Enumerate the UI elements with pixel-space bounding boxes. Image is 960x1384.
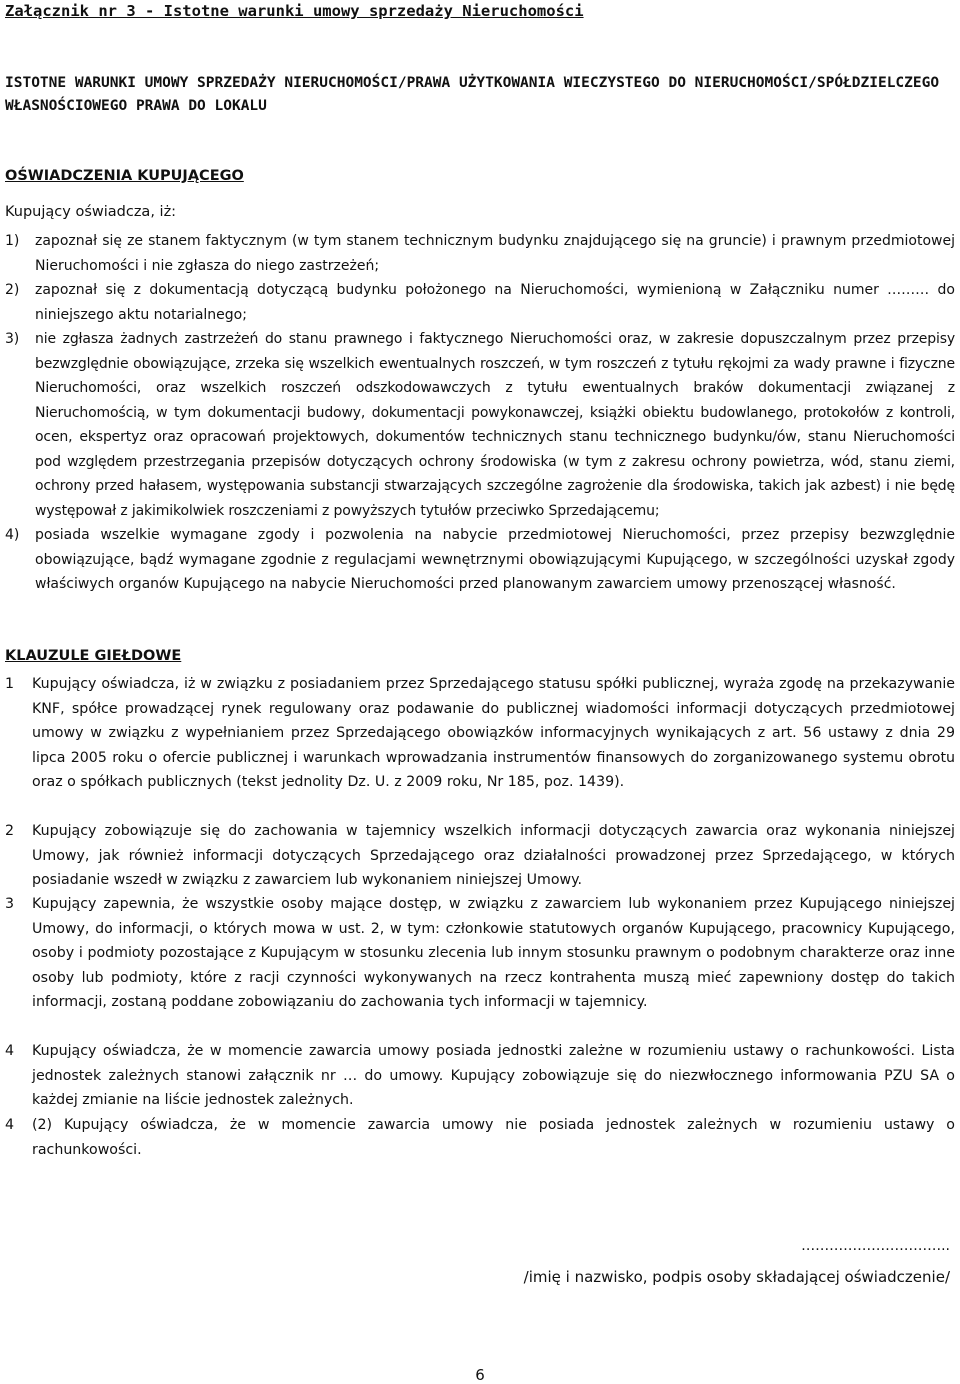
clause-text: Kupujący zapewnia, że wszystkie osoby mające dostęp, w związku z zawarciem lub wykonaniem przez Kupującego niniejszej Umowy, do informacji, o których mowa w ust. 2, w tym: członkowie statutowych organów Kupującego, pracownicy Kupującego, osoby i podmioty pozostające z Kupującym w stosunku zlecenia lub innym stosunku prawnym o podobnym charakterze oraz inne osoby lub podmioty, które z racji czynności wykonywanych na rzecz kontrahenta muszą mieć zapewniony dostęp do takich informacji, zostaną poddane zobowiązaniu do zachowania tych informacji w tajemnicy. bbox=[32, 896, 955, 1010]
intro-text: Kupujący oświadcza, iż: bbox=[5, 204, 177, 220]
declaration-item bbox=[5, 523, 955, 597]
page-number: 6 bbox=[475, 1366, 485, 1384]
declaration-number: 1) bbox=[5, 233, 20, 249]
clause-item bbox=[5, 1113, 955, 1162]
declaration-number: 3) bbox=[5, 331, 20, 347]
clause-item bbox=[5, 1039, 955, 1113]
clause-item bbox=[5, 892, 955, 1015]
main-heading: ISTOTNE WARUNKI UMOWY SPRZEDAŻY NIERUCHOMOŚCI/PRAWA UŻYTKOWANIA WIECZYSTEGO DO NIERUCHOMOŚCI/SPÓŁDZIELCZEGO WŁASNOŚCIOWEGO PRAWA DO LOKALU bbox=[5, 75, 940, 114]
buyer-declarations-heading: OŚWIADCZENIA KUPUJĄCEGO bbox=[5, 168, 244, 184]
declaration-number: 4) bbox=[5, 527, 20, 543]
attachment-title: Załącznik nr 3 - Istotne warunki umowy sprzedaży Nieruchomości bbox=[5, 2, 584, 20]
clause-number: 2 bbox=[5, 823, 15, 839]
declaration-item bbox=[5, 229, 955, 278]
clause-item bbox=[5, 672, 955, 795]
clause-number: 3 bbox=[5, 896, 15, 912]
clause-text: Kupujący oświadcza, iż w związku z posiadaniem przez Sprzedającego statusu spółki publicznej, wyraża zgodę na przekazywanie KNF, spółce prowadzącej rynek regulowany oraz podawanie do publicznej wiadomości informacji dotyczących przedmiotowej umowy w związku z wypełnianiem przez Sprzedającego obowiązków informacyjnych wynikających z art. 56 ustawy z dnia 29 lipca 2005 roku o ofercie publicznej i warunkach wprowadzania instrumentów finansowych do zorganizowanego systemu obrotu oraz o spółkach publicznych (tekst jednolity Dz. U. z 2009 roku, Nr 185, poz. 1439). bbox=[32, 676, 955, 790]
clause-text: (2) Kupujący oświadcza, że w momencie zawarcia umowy nie posiada jednostek zależnych w rozumieniu ustawy o rachunkowości. bbox=[32, 1117, 955, 1158]
declaration-item bbox=[5, 278, 955, 327]
declaration-number: 2) bbox=[5, 282, 20, 298]
clause-text: Kupujący oświadcza, że w momencie zawarcia umowy posiada jednostki zależne w rozumieniu ustawy o rachunkowości. Lista jednostek zależnych stanowi załącznik nr … do umowy. Kupujący zobowiązuje się do niezwłocznego informowania PZU SA o każdej zmianie na liście jednostek zależnych. bbox=[32, 1043, 955, 1108]
clause-text: Kupujący zobowiązuje się do zachowania w tajemnicy wszelkich informacji dotyczących zawarcia oraz wykonania niniejszej Umowy, jak również informacji dotyczących Sprzedającego oraz działalności prowadzonej przez Sprzedającego, w których posiadanie wszedł w związku z zawarciem lub wykonaniem niniejszej Umowy. bbox=[32, 823, 955, 888]
declaration-item bbox=[5, 327, 955, 523]
clause-number: 4 bbox=[5, 1117, 15, 1133]
declaration-text: zapoznał się z dokumentacją dotyczącą budynku położonego na Nieruchomości, wymienioną w Załączniku numer ……… do niniejszego aktu notarialnego; bbox=[35, 282, 955, 323]
signature-line: ………………………….. bbox=[801, 1238, 950, 1254]
clause-number: 4 bbox=[5, 1043, 15, 1059]
declaration-text: nie zgłasza żadnych zastrzeżeń do stanu prawnego i faktycznego Nieruchomości oraz, w zakresie dopuszczalnym przez przepisy bezwzględnie obowiązujące, zrzeka się wszelkich ewentualnych roszczeń, w tym roszczeń z tytułu rękojmi za wady prawne i fizyczne Nieruchomości, oraz wszelkich roszczeń odszkodowawczych z tytułu ewentualnych braków dokumentacji związanej z Nieruchomością, w tym dokumentacji budowy, dokumentacji powykonawczej, książki obiektu budowlanego, protokołów z kontroli, ocen, ekspertyz oraz opracowań projektowych, dokumentów technicznych stanu technicznego budynku/ów, stanu Nieruchomości pod względem przestrzegania przepisów dotyczących ochrony środowiska (w tym z zakresu ochrony powietrza, wód, stanu ziemi, ochrony przed hałasem, występowania substancji stwarzających szczególne zagrożenie dla środowiska, takich jak azbest) i nie będę występował z jakimikolwiek roszczeniami z powyższych tytułów przeciwko Sprzedającemu; bbox=[35, 331, 955, 519]
declaration-text: posiada wszelkie wymagane zgody i pozwolenia na nabycie przedmiotowej Nieruchomości, przez przepisy bezwzględnie obowiązujące, bądź wymagane zgodnie z regulacjami wewnętrznymi obowiązującymi Kupującego, w szczególności uzyskał zgody właściwych organów Kupującego na nabycie Nieruchomości przed planowanym zawarciem umowy przenoszącej własność. bbox=[35, 527, 955, 592]
clause-item bbox=[5, 819, 955, 893]
clause-number: 1 bbox=[5, 676, 15, 692]
signature-caption: /imię i nazwisko, podpis osoby składającej oświadczenie/ bbox=[523, 1268, 950, 1286]
declaration-text: zapoznał się ze stanem faktycznym (w tym stanem technicznym budynku znajdującego się na gruncie) i prawnym przedmiotowej Nieruchomości i nie zgłasza do niego zastrzeżeń; bbox=[35, 233, 955, 274]
exchange-clauses-heading: KLAUZULE GIEŁDOWE bbox=[5, 648, 182, 664]
